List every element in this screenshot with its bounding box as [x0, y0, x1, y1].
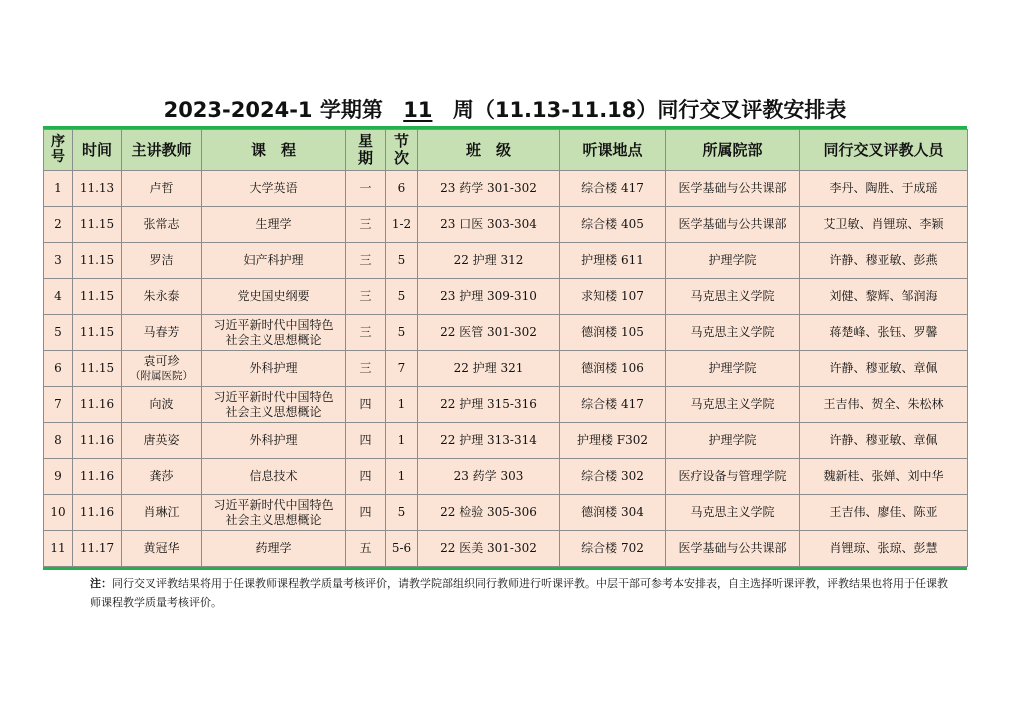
cell-reviewers [800, 423, 968, 459]
cell-class [418, 279, 560, 315]
cell-period [386, 459, 418, 495]
cell-teacher-text: 卢哲 [149, 181, 174, 195]
cell-date-text: 11.15 [79, 289, 115, 303]
cell-index [44, 279, 73, 315]
cell-teacher-text: 罗洁 [149, 253, 174, 267]
cell-location [560, 315, 666, 351]
cell-reviewers-text: 艾卫敏、肖锂琼、李颖 [823, 217, 944, 231]
cell-date-text: 11.16 [79, 469, 115, 483]
cell-date-text: 11.15 [79, 217, 115, 231]
cell-course-text: 习近平新时代中国特色 [213, 497, 334, 512]
cell-teacher-text: 马春芳 [143, 325, 180, 339]
cell-period [386, 387, 418, 423]
cell-reviewers-text: 李丹、陶胜、于成瑶 [829, 181, 938, 195]
cell-index-text: 11 [50, 541, 66, 555]
cell-course [202, 243, 346, 279]
cell-weekday-text: 三 [359, 325, 372, 339]
cell-date-text: 11.15 [79, 361, 115, 375]
cell-teacher-text: 朱永泰 [143, 289, 180, 303]
cell-period [386, 171, 418, 207]
cell-reviewers [800, 315, 968, 351]
cell-class-text: 23 口医 303-304 [440, 217, 537, 231]
cell-teacher-text: 唐英姿 [143, 433, 180, 447]
cell-date [73, 351, 122, 387]
cell-date-text: 11.17 [79, 541, 115, 555]
cell-class-text: 22 护理 312 [453, 253, 524, 267]
cell-department-text: 护理学院 [708, 253, 757, 267]
cell-class [418, 171, 560, 207]
cell-reviewers [800, 531, 968, 567]
cell-course-text: 习近平新时代中国特色 [213, 389, 334, 404]
cell-period-text: 6 [397, 181, 406, 195]
cell-reviewers [800, 171, 968, 207]
cell-date [73, 243, 122, 279]
cell-period-text: 5-6 [391, 541, 412, 555]
cell-location-text: 综合楼 702 [581, 541, 644, 555]
cell-reviewers-text: 王吉伟、廖佳、陈亚 [829, 505, 938, 519]
cell-reviewers-text: 肖锂琼、张琼、彭慧 [829, 541, 938, 555]
cell-period-text: 1 [397, 433, 406, 447]
cell-department-text: 马克思主义学院 [690, 397, 775, 411]
cell-course [202, 207, 346, 243]
cell-class [418, 423, 560, 459]
cell-index [44, 531, 73, 567]
cell-location [560, 531, 666, 567]
cell-class-text: 22 护理 321 [453, 361, 524, 375]
cell-course-text: 外科护理 [249, 361, 298, 375]
schedule-table [43, 129, 968, 567]
cell-location [560, 459, 666, 495]
cell-date [73, 171, 122, 207]
cell-weekday [346, 387, 386, 423]
table-row [44, 207, 968, 243]
cell-course [202, 531, 346, 567]
cell-period [386, 531, 418, 567]
cell-date [73, 207, 122, 243]
cell-course-text: 外科护理 [249, 433, 298, 447]
cell-department [666, 171, 800, 207]
cell-date [73, 423, 122, 459]
cell-reviewers-text: 许静、穆亚敏、章佩 [829, 433, 938, 447]
cell-index [44, 315, 73, 351]
cell-weekday [346, 531, 386, 567]
cell-department [666, 531, 800, 567]
cell-department [666, 495, 800, 531]
table-header-row [44, 130, 968, 171]
cell-course-text: 党史国史纲要 [237, 289, 310, 303]
schedule-table-container [43, 126, 967, 570]
table-row [44, 279, 968, 315]
cell-location [560, 351, 666, 387]
cell-department [666, 459, 800, 495]
cell-location [560, 387, 666, 423]
cell-course [202, 351, 346, 387]
cell-teacher-text: 黄冠华 [143, 541, 180, 555]
cell-reviewers-text: 刘健、黎辉、邹润海 [829, 289, 938, 303]
cell-teacher-text: 向波 [149, 397, 174, 411]
table-row [44, 243, 968, 279]
cell-index [44, 171, 73, 207]
cell-index [44, 423, 73, 459]
cell-course-line2: 社会主义思想概论 [225, 332, 322, 347]
cell-date [73, 531, 122, 567]
cell-department-text: 医学基础与公共课部 [678, 541, 787, 555]
cell-course-text: 信息技术 [249, 469, 298, 483]
cell-course-text: 妇产科护理 [243, 253, 304, 267]
cell-index-text: 2 [54, 217, 62, 231]
cell-weekday [346, 351, 386, 387]
table-row [44, 495, 968, 531]
cell-weekday [346, 423, 386, 459]
cell-reviewers [800, 279, 968, 315]
cell-teacher [122, 531, 202, 567]
cell-course-line2: 社会主义思想概论 [225, 404, 322, 419]
cell-weekday [346, 279, 386, 315]
cell-reviewers [800, 459, 968, 495]
cell-location-text: 综合楼 405 [581, 217, 644, 231]
cell-date [73, 459, 122, 495]
table-body [44, 171, 968, 567]
cell-period-text: 5 [397, 253, 406, 267]
cell-teacher-text: 肖琳江 [143, 505, 180, 519]
page-title [0, 94, 1010, 124]
cell-course [202, 387, 346, 423]
title-week-number: 11 [403, 98, 433, 122]
cell-weekday-text: 三 [359, 361, 372, 375]
cell-location-text: 护理楼 F302 [576, 433, 649, 447]
cell-department [666, 351, 800, 387]
cell-class-text: 22 护理 313-314 [440, 433, 537, 447]
cell-reviewers [800, 207, 968, 243]
footnote [90, 574, 950, 612]
cell-weekday-text: 三 [359, 289, 372, 303]
cell-weekday [346, 459, 386, 495]
cell-reviewers-text: 蒋楚峰、张钰、罗馨 [829, 325, 938, 339]
cell-weekday-text: 四 [359, 433, 372, 447]
cell-weekday-text: 五 [359, 541, 372, 555]
cell-department-text: 护理学院 [708, 433, 757, 447]
cell-date-text: 11.16 [79, 433, 115, 447]
cell-class-text: 23 护理 309-310 [440, 289, 537, 303]
cell-department [666, 243, 800, 279]
header-period: 节次 [386, 130, 418, 171]
cell-class-text: 22 医管 301-302 [440, 325, 537, 339]
title-prefix: 2023-2024-1 学期第 [163, 98, 383, 122]
cell-department-text: 马克思主义学院 [690, 289, 775, 303]
cell-location-text: 求知楼 107 [581, 289, 644, 303]
cell-location [560, 423, 666, 459]
cell-class [418, 459, 560, 495]
cell-reviewers [800, 351, 968, 387]
cell-index [44, 243, 73, 279]
cell-period-text: 5 [397, 505, 406, 519]
cell-date-text: 11.13 [79, 181, 115, 195]
table-row [44, 315, 968, 351]
cell-date-text: 11.16 [79, 505, 115, 519]
header-course: 课 程 [202, 130, 346, 171]
header-reviewers: 同行交叉评教人员 [800, 130, 968, 171]
cell-index [44, 351, 73, 387]
cell-date [73, 279, 122, 315]
cell-location [560, 279, 666, 315]
cell-reviewers [800, 243, 968, 279]
cell-location-text: 综合楼 417 [581, 181, 644, 195]
cell-teacher [122, 495, 202, 531]
header-date: 时间 [73, 130, 122, 171]
cell-class-text: 23 药学 303 [453, 469, 524, 483]
cell-department-text: 护理学院 [708, 361, 757, 375]
cell-index-text: 7 [54, 397, 62, 411]
cell-reviewers-text: 王吉伟、贺全、朱松林 [823, 397, 944, 411]
header-weekday: 星期 [346, 130, 386, 171]
table-row [44, 387, 968, 423]
cell-course-line2: 社会主义思想概论 [225, 512, 322, 527]
cell-course [202, 171, 346, 207]
title-suffix: 周（11.13-11.18）同行交叉评教安排表 [452, 98, 847, 122]
footnote-label: 注： [90, 577, 112, 590]
cell-reviewers-text: 许静、穆亚敏、彭燕 [829, 253, 938, 267]
cell-date-text: 11.16 [79, 397, 115, 411]
cell-period [386, 495, 418, 531]
cell-index-text: 6 [54, 361, 62, 375]
cell-course [202, 279, 346, 315]
cell-class-text: 22 护理 315-316 [440, 397, 537, 411]
cell-course [202, 495, 346, 531]
cell-department-text: 医学基础与公共课部 [678, 217, 787, 231]
cell-period-text: 7 [397, 361, 406, 375]
cell-location-text: 德润楼 106 [581, 361, 644, 375]
cell-location-text: 综合楼 302 [581, 469, 644, 483]
cell-period [386, 243, 418, 279]
cell-weekday [346, 315, 386, 351]
cell-period-text: 1 [397, 469, 406, 483]
table-row [44, 459, 968, 495]
cell-index-text: 9 [54, 469, 62, 483]
cell-weekday [346, 207, 386, 243]
header-index: 序号 [44, 130, 73, 171]
cell-course-text: 生理学 [255, 217, 292, 231]
cell-period-text: 5 [397, 289, 406, 303]
cell-teacher [122, 243, 202, 279]
cell-period [386, 351, 418, 387]
cell-course-text: 习近平新时代中国特色 [213, 317, 334, 332]
cell-index [44, 459, 73, 495]
cell-date-text: 11.15 [79, 325, 115, 339]
cell-location-text: 德润楼 304 [581, 505, 644, 519]
cell-location-text: 综合楼 417 [581, 397, 644, 411]
cell-period [386, 315, 418, 351]
cell-reviewers-text: 许静、穆亚敏、章佩 [829, 361, 938, 375]
table-row [44, 423, 968, 459]
cell-class [418, 531, 560, 567]
cell-teacher [122, 351, 202, 387]
cell-weekday-text: 一 [359, 181, 372, 195]
cell-teacher [122, 387, 202, 423]
cell-date-text: 11.15 [79, 253, 115, 267]
cell-location [560, 171, 666, 207]
cell-teacher [122, 423, 202, 459]
table-row [44, 351, 968, 387]
cell-teacher [122, 459, 202, 495]
cell-department-text: 马克思主义学院 [690, 325, 775, 339]
cell-location [560, 243, 666, 279]
cell-reviewers [800, 387, 968, 423]
cell-teacher [122, 279, 202, 315]
cell-course-text: 药理学 [255, 541, 292, 555]
cell-department [666, 207, 800, 243]
table-row [44, 171, 968, 207]
cell-class [418, 351, 560, 387]
header-department: 所属院部 [666, 130, 800, 171]
cell-department [666, 387, 800, 423]
cell-period-text: 1-2 [391, 217, 412, 231]
cell-course [202, 423, 346, 459]
cell-department-text: 医疗设备与管理学院 [678, 469, 787, 483]
cell-reviewers [800, 495, 968, 531]
table-row [44, 531, 968, 567]
cell-index [44, 495, 73, 531]
cell-course [202, 459, 346, 495]
cell-index-text: 8 [54, 433, 62, 447]
cell-location [560, 495, 666, 531]
cell-class [418, 315, 560, 351]
cell-teacher-text: 张常志 [143, 217, 180, 231]
cell-department-text: 马克思主义学院 [690, 505, 775, 519]
cell-date [73, 495, 122, 531]
cell-index [44, 207, 73, 243]
cell-period [386, 207, 418, 243]
cell-department [666, 423, 800, 459]
cell-period-text: 5 [397, 325, 406, 339]
cell-teacher [122, 171, 202, 207]
cell-weekday [346, 495, 386, 531]
cell-index-text: 10 [50, 505, 66, 519]
cell-weekday-text: 四 [359, 397, 372, 411]
cell-class-text: 22 医美 301-302 [440, 541, 537, 555]
header-teacher: 主讲教师 [122, 130, 202, 171]
cell-period-text: 1 [397, 397, 406, 411]
cell-period [386, 279, 418, 315]
cell-weekday-text: 三 [359, 217, 372, 231]
cell-index-text: 3 [54, 253, 62, 267]
cell-location-text: 护理楼 611 [581, 253, 644, 267]
cell-location [560, 207, 666, 243]
cell-index-text: 4 [54, 289, 62, 303]
cell-teacher [122, 207, 202, 243]
cell-weekday [346, 171, 386, 207]
cell-weekday [346, 243, 386, 279]
cell-weekday-text: 三 [359, 253, 372, 267]
header-location: 听课地点 [560, 130, 666, 171]
cell-index-text: 1 [54, 181, 62, 195]
cell-teacher-text: 龚莎 [149, 469, 174, 483]
cell-department [666, 315, 800, 351]
cell-date [73, 315, 122, 351]
cell-course-text: 大学英语 [249, 181, 298, 195]
header-class: 班 级 [418, 130, 560, 171]
cell-class-text: 22 检验 305-306 [440, 505, 537, 519]
cell-class [418, 243, 560, 279]
footnote-text: 同行交叉评教结果将用于任课教师课程教学质量考核评价，请教学院部组织同行教师进行听课评教。中层干部可参考本安排表，自主选择听课评教，评教结果也将用于任课教师课程教学质量考核评价。 [90, 577, 948, 609]
cell-course [202, 315, 346, 351]
cell-teacher-text: 袁可珍 [143, 353, 180, 368]
cell-date [73, 387, 122, 423]
cell-location-text: 德润楼 105 [581, 325, 644, 339]
cell-weekday-text: 四 [359, 505, 372, 519]
cell-class-text: 23 药学 301-302 [440, 181, 537, 195]
cell-index-text: 5 [54, 325, 62, 339]
cell-index [44, 387, 73, 423]
cell-teacher [122, 315, 202, 351]
cell-class [418, 495, 560, 531]
cell-reviewers-text: 魏新桂、张婵、刘中华 [823, 469, 944, 483]
cell-period [386, 423, 418, 459]
cell-teacher-affiliation: （附属医院） [130, 369, 193, 382]
cell-department-text: 医学基础与公共课部 [678, 181, 787, 195]
cell-weekday-text: 四 [359, 469, 372, 483]
cell-class [418, 207, 560, 243]
cell-class [418, 387, 560, 423]
cell-department [666, 279, 800, 315]
